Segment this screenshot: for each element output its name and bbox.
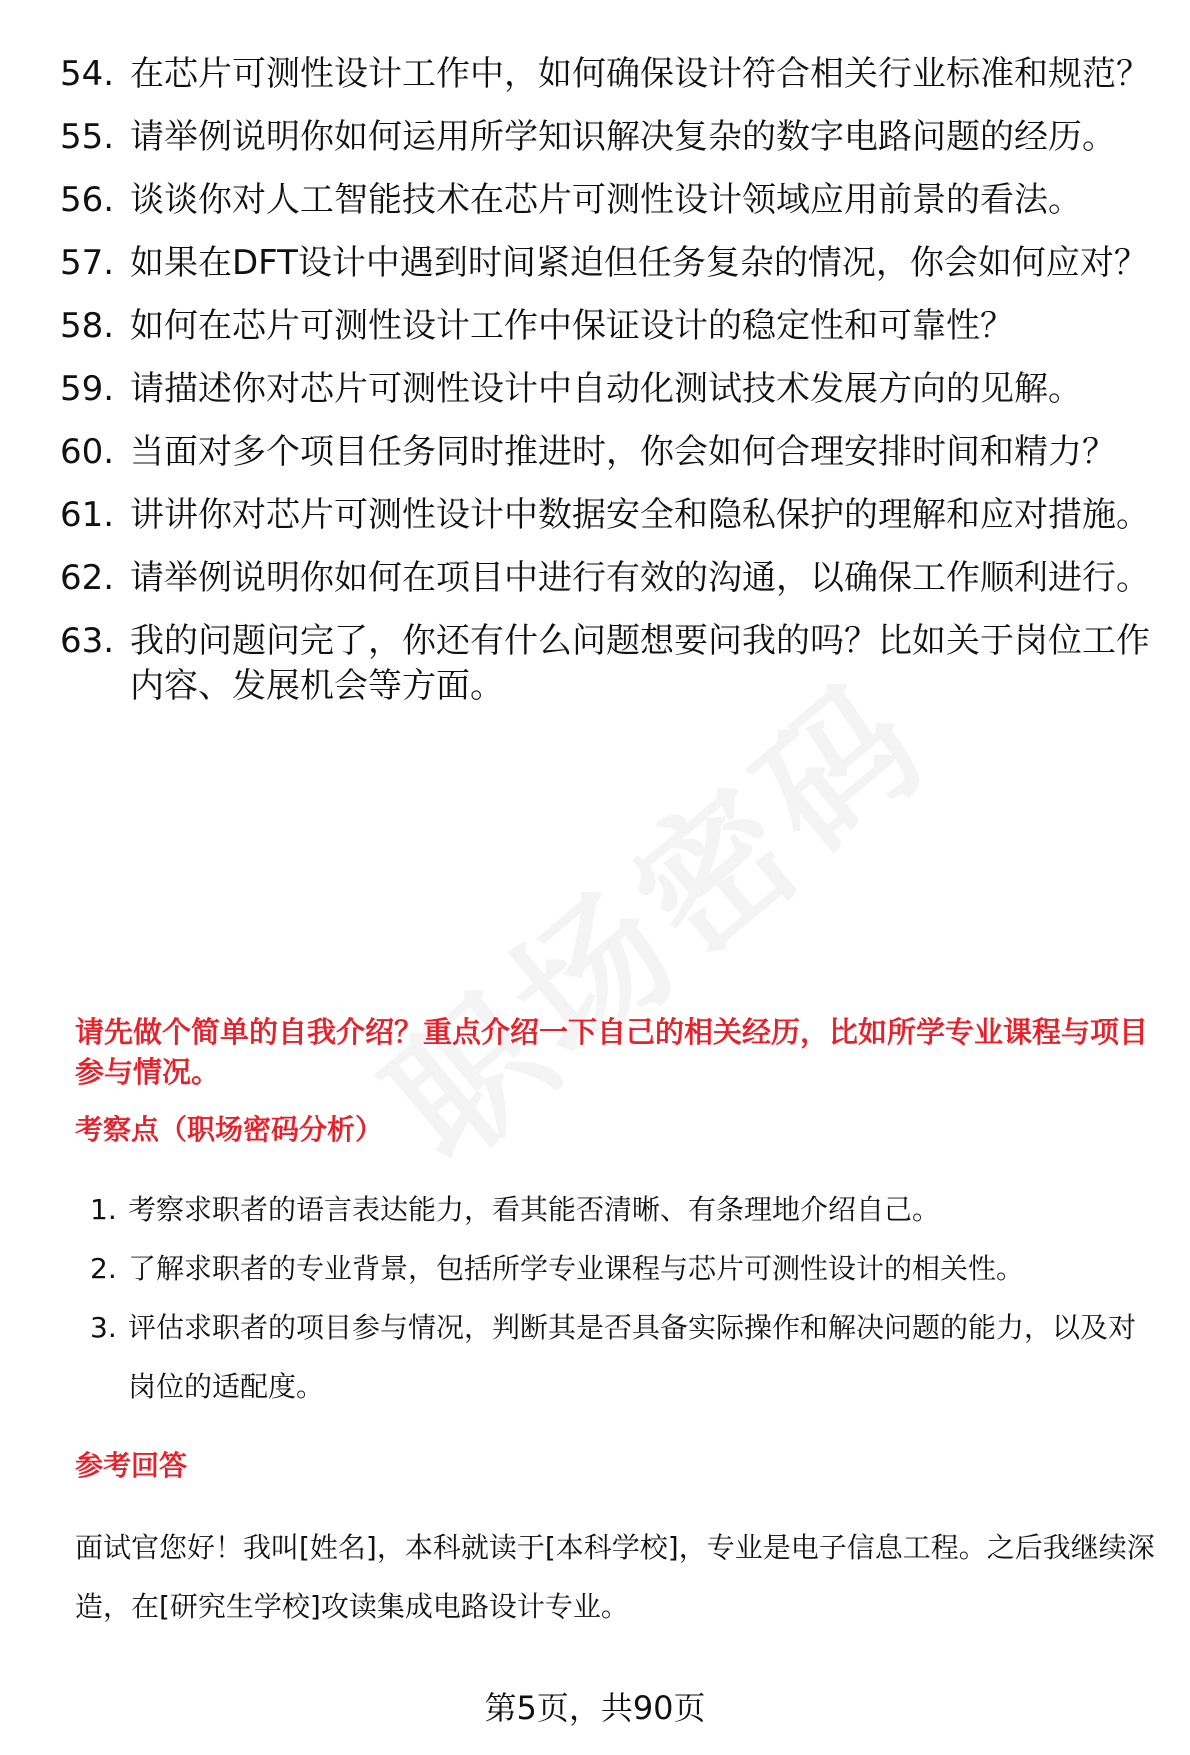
item-number: 62. xyxy=(60,558,115,598)
list-item xyxy=(60,430,1150,475)
list-item xyxy=(90,1298,1150,1416)
list-item xyxy=(60,52,1150,97)
question-list xyxy=(60,52,1150,727)
item-number: 63. xyxy=(60,621,115,661)
item-text: 如果在DFT设计中遇到时间紧迫但任务复杂的情况，你会如何应对？ xyxy=(130,243,1148,283)
item-number: 57. xyxy=(60,243,115,283)
item-number: 55. xyxy=(60,117,115,157)
answer-paragraph: 面试官您好！我叫[姓名]，本科就读于[本科学校]，专业是电子信息工程。之后我继续深造，在[研究生学校]攻读集成电路设计专业。 xyxy=(75,1531,1155,1623)
item-text: 请描述你对芯片可测性设计中自动化测试技术发展方向的见解。 xyxy=(130,369,1082,409)
item-text: 讲讲你对芯片可测性设计中数据安全和隐私保护的理解和应对措施。 xyxy=(130,495,1150,535)
item-number: 59. xyxy=(60,369,115,409)
list-item xyxy=(60,493,1150,538)
item-number: 58. xyxy=(60,306,115,346)
item-number: 2. xyxy=(90,1252,117,1285)
points-title: 考察点（职场密码分析） xyxy=(75,1113,384,1146)
list-item xyxy=(60,367,1150,412)
item-text: 如何在芯片可测性设计工作中保证设计的稳定性和可靠性？ xyxy=(130,306,1014,346)
item-number: 1. xyxy=(90,1193,117,1226)
item-number: 56. xyxy=(60,180,115,220)
page-number: 第5页，共90页 xyxy=(484,1689,706,1727)
item-text: 谈谈你对人工智能技术在芯片可测性设计领域应用前景的看法。 xyxy=(130,180,1082,220)
item-text: 了解求职者的专业背景，包括所学专业课程与芯片可测性设计的相关性。 xyxy=(128,1252,1025,1285)
list-item xyxy=(90,1180,1150,1239)
item-number: 3. xyxy=(90,1311,117,1344)
item-number: 61. xyxy=(60,495,115,535)
list-item xyxy=(90,1239,1150,1298)
list-item xyxy=(60,556,1150,601)
list-item xyxy=(60,619,1150,709)
list-item xyxy=(60,241,1150,286)
item-text: 在芯片可测性设计工作中，如何确保设计符合相关行业标准和规范？ xyxy=(130,54,1150,94)
item-text: 请举例说明你如何在项目中进行有效的沟通，以确保工作顺利进行。 xyxy=(130,558,1150,598)
answer-title: 参考回答 xyxy=(75,1449,188,1482)
points-list xyxy=(90,1180,1150,1416)
item-text: 我的问题问完了，你还有什么问题想要问我的吗？比如关于岗位工作内容、发展机会等方面。 xyxy=(130,621,1150,706)
item-number: 54. xyxy=(60,54,115,94)
list-item xyxy=(60,178,1150,223)
list-item xyxy=(60,115,1150,160)
list-item xyxy=(60,304,1150,349)
item-number: 60. xyxy=(60,432,115,472)
section-title: 请先做个简单的自我介绍？重点介绍一下自己的相关经历，比如所学专业课程与项目参与情况。 xyxy=(75,1015,1149,1089)
item-text: 评估求职者的项目参与情况，判断其是否具备实际操作和解决问题的能力，以及对岗位的适配度。 xyxy=(128,1311,1137,1403)
item-text: 请举例说明你如何运用所学知识解决复杂的数字电路问题的经历。 xyxy=(130,117,1116,157)
item-text: 当面对多个项目任务同时推进时，你会如何合理安排时间和精力？ xyxy=(130,432,1116,472)
item-text: 考察求职者的语言表达能力，看其能否清晰、有条理地介绍自己。 xyxy=(128,1193,941,1226)
